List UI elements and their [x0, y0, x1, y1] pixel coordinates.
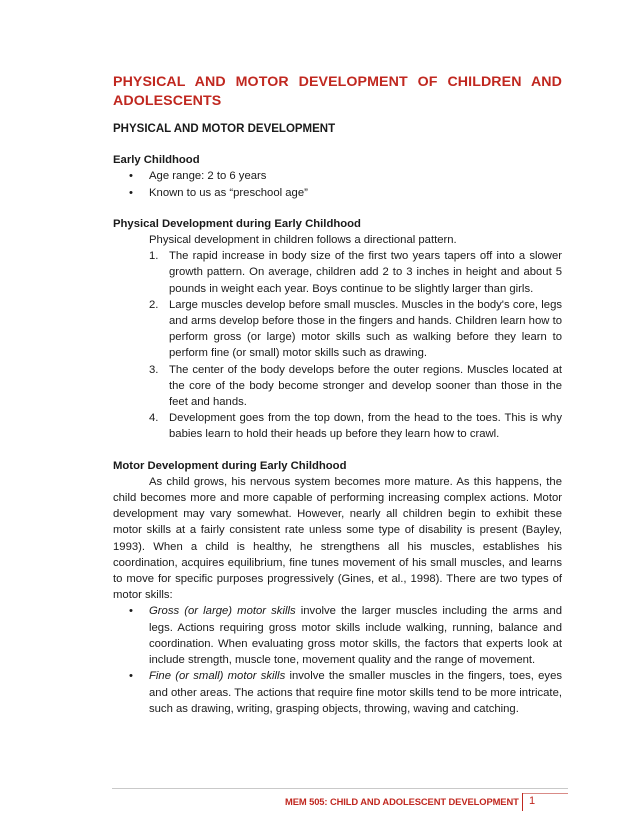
bullet-icon: • — [129, 670, 133, 683]
list-item: 2. Large muscles develop before small muscles. Muscles in the body's core, legs and arms develop before those in the fingers and hands. Children learn how to perform gross (or large) motor skills such as walking before they learn to perform fine (or small) motor skills such as drawing. — [149, 298, 562, 360]
physical-development-heading: Physical Development during Early Childhood — [113, 217, 361, 230]
list-item: • Known to us as “preschool age” — [113, 185, 562, 201]
list-item: 3. The center of the body develops before the outer regions. Muscles located at the core of the body become stronger and develop sooner than those in the feet and hands. — [149, 363, 562, 409]
skill-term: Gross (or large) motor skills — [149, 605, 296, 618]
page-number: 1 — [529, 795, 536, 807]
physical-development-intro: Physical development in children follows a directional pattern. — [149, 234, 457, 247]
page-footer — [0, 793, 638, 813]
list-item: 1. The rapid increase in body size of the first two years tapers off into a slower growth pattern. On average, children add 2 to 3 inches in height and about 5 pounds in weight each year. Boys continue to be slightly larger than girls. — [149, 250, 562, 295]
list-item: 4. Development goes from the top down, from the head to the toes. This is why babies learn to hold their heads up before they learn how to crawl. — [149, 412, 562, 441]
motor-development-heading: Motor Development during Early Childhood — [113, 459, 347, 472]
bullet-icon: • — [129, 605, 133, 618]
list-item: • Gross (or large) motor skills involve the larger muscles including the arms and legs. Actions requiring gross motor skills include walking, running, balance and coordination. When evaluating gross motor skills, the factors that experts look at include strength, muscle tone, movement quality and the range of movement. — [129, 605, 562, 667]
early-childhood-list — [113, 168, 562, 200]
motor-development-paragraph: As child grows, his nervous system becomes more mature. As this happens, the child becomes more and more capable of performing increasing complex actions. Motor development may vary somewhat. However, nearly all children begin to exhibit these motor skills at a fairly consistent rate unless some type of disability is present (Bayley, 1993). When a child is healthy, he strengthens all his muscles, establishes his coordination, acquires equilibrium, fine tunes movement of his small muscles, and learns to move for specific purposes progressively (Gines, et al., 1998). There are two types of motor skills: — [113, 475, 562, 602]
section-title: PHYSICAL AND MOTOR DEVELOPMENT — [113, 123, 336, 135]
list-item: • Age range: 2 to 6 years — [113, 168, 562, 184]
early-childhood-heading: Early Childhood — [113, 154, 200, 167]
bullet-icon: • — [129, 170, 133, 183]
footer-separator — [522, 793, 523, 811]
footer-course-title: MEM 505: CHILD AND ADOLESCENT DEVELOPMENT — [285, 796, 519, 807]
skill-term: Fine (or small) motor skills — [149, 670, 286, 683]
bullet-icon: • — [129, 186, 133, 199]
physical-development-list — [113, 248, 562, 442]
footer-divider — [112, 788, 568, 789]
page-content — [113, 73, 562, 717]
document-title: PHYSICAL AND MOTOR DEVELOPMENT OF CHILDREN AND ADOLESCENTS — [113, 74, 562, 109]
list-item: • Fine (or small) motor skills involve the smaller muscles in the fingers, toes, eyes and other areas. The actions that require fine motor skills tend to be more intricate, such as drawing, writing, grasping objects, throwing, waving and catching. — [129, 670, 563, 715]
motor-skills-list — [113, 603, 562, 716]
